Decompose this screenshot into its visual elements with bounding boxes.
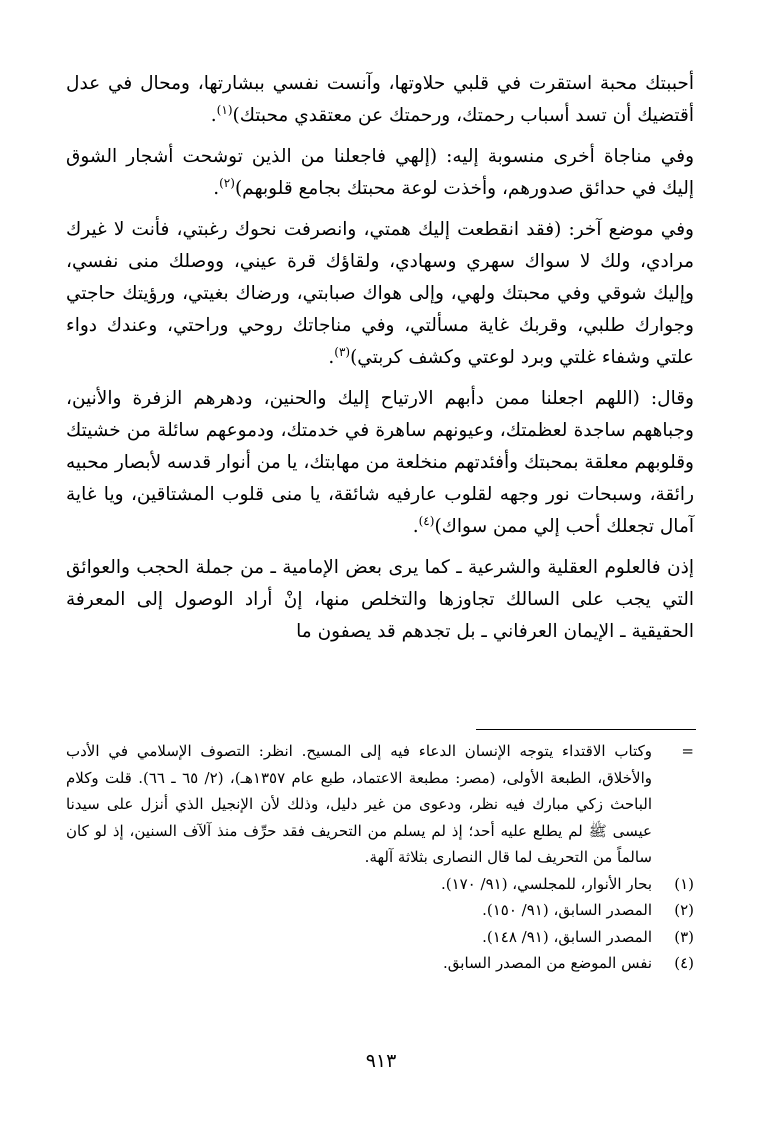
footnote-marker: (١) xyxy=(674,874,694,893)
footnote-marker: (٤) xyxy=(674,954,694,972)
paragraph-text: أحببتك محبة استقرت في قلبي حلاوتها، وآنست نفسي ببشارتها، ومحال في عدل أقتضيك أن تسد أسباب رحمتك، ورحمتك عن معتقدي محبتك) xyxy=(66,73,694,126)
footnote-ref: (١) xyxy=(216,102,233,117)
paragraph-end: . xyxy=(412,516,419,537)
paragraph-text: وقال: (اللهم اجعلنا ممن دأبهم الارتياح إليك والحنين، ودهرهم الزفرة والأنين، وجباههم ساجدة لعظمتك، وعيونهم ساهرة في خدمتك، ودموعهم سائلة من خشيتك وقلوبهم معلقة بمحبتك وأفئدتهم منخلعة من مهابتك، يا من أنوار قدسه لأبصار محبيه رائقة، وسبحات نور وجهه لقلوب عارفيه شائقة، يا منى قلوب المشتاقين، ويا غاية آمال تجعلك أحب إلي ممن سواك) xyxy=(66,388,694,537)
footnote-text: نفس الموضع من المصدر السابق. xyxy=(443,954,652,972)
body-paragraph xyxy=(66,552,694,648)
footnote-ref: (٢) xyxy=(219,175,235,190)
body-paragraph xyxy=(66,214,694,374)
body-paragraph xyxy=(66,68,694,132)
main-text xyxy=(66,68,694,648)
footnote-continuation xyxy=(66,738,694,871)
footnote-item xyxy=(66,924,694,951)
footnote-ref: (٣) xyxy=(334,344,351,359)
paragraph-text: وفي مناجاة أخرى منسوبة إليه: (إلهي فاجعلنا من الذين توشحت أشجار الشوق إليك في حدائق صدورهم، وأخذت لوعة محبتك بجامع قلوبهم) xyxy=(66,146,694,199)
paragraph-end: . xyxy=(213,178,220,199)
paragraph-end: . xyxy=(210,105,217,126)
footnote-marker: (٣) xyxy=(674,927,694,946)
footnote-text: المصدر السابق، (٩١/ ١٥٠). xyxy=(482,901,652,919)
footnote-item xyxy=(66,871,694,898)
footnote-item xyxy=(66,897,694,924)
footnote-ref: (٤) xyxy=(418,513,435,528)
paragraph-end: . xyxy=(328,347,335,368)
footnote-text: بحار الأنوار، للمجلسي، (٩١/ ١٧٠). xyxy=(440,874,652,893)
footnote-divider xyxy=(476,729,696,730)
footnote-marker: = xyxy=(681,742,694,760)
body-paragraph xyxy=(66,141,694,205)
footnote-text: المصدر السابق، (٩١/ ١٤٨). xyxy=(482,927,652,946)
paragraph-text: إذن فالعلوم العقلية والشرعية ـ كما يرى بعض الإمامية ـ من جملة الحجب والعوائق التي يجب على السالك تجاوزها والتخلص منها، إنْ أراد الوصول إلى المعرفة الحقيقية ـ الإيمان العرفاني ـ بل تجدهم قد يصفون ما xyxy=(66,557,694,642)
page-number: ٩١٣ xyxy=(365,1050,397,1072)
footnote-item xyxy=(66,950,694,977)
body-paragraph xyxy=(66,383,694,543)
paragraph-text: وفي موضع آخر: (فقد انقطعت إليك همتي، وانصرفت نحوك رغبتي، فأنت لا غيرك مرادي، ولك لا سواك سهري وسهادي، ولقاؤك قرة عيني، ووصلك منى نفسي، وإليك شوقي وفي محبتك ولهي، وإلى هواك صبابتي، ورضاك بغيتي، ورؤيتك حاجتي وجوارك طلبي، وقربك غاية مسألتي، وفي مناجاتك روحي وراحتي، وعندك دواء علتي وشفاء غلتي وبرد لوعتي وكشف كربتي) xyxy=(66,219,694,368)
footnote-text: وكتاب الاقتداء يتوجه الإنسان الدعاء فيه إلى المسيح. انظر: التصوف الإسلامي في الأدب والأخلاق، الطبعة الأولى، (مصر: مطبعة الاعتماد، طبع عام ١٣٥٧هـ)، (٢/ ٦٥ ـ ٦٦). قلت وكلام الباحث زكي مبارك فيه نظر، ودعوى من غير دليل، وذلك لأن الإنجيل الذي أنزل على سيدنا عيسى ﷺ لم يطلع عليه أحد؛ إذ لم يسلم من التحريف فقد حرِّف منذ آلآف السنين، إذ لو كان سالماً من التحريف لما قال النصارى بثلاثة آلهة. xyxy=(66,742,652,866)
footnotes xyxy=(66,738,694,977)
footnote-marker: (٢) xyxy=(674,901,694,919)
